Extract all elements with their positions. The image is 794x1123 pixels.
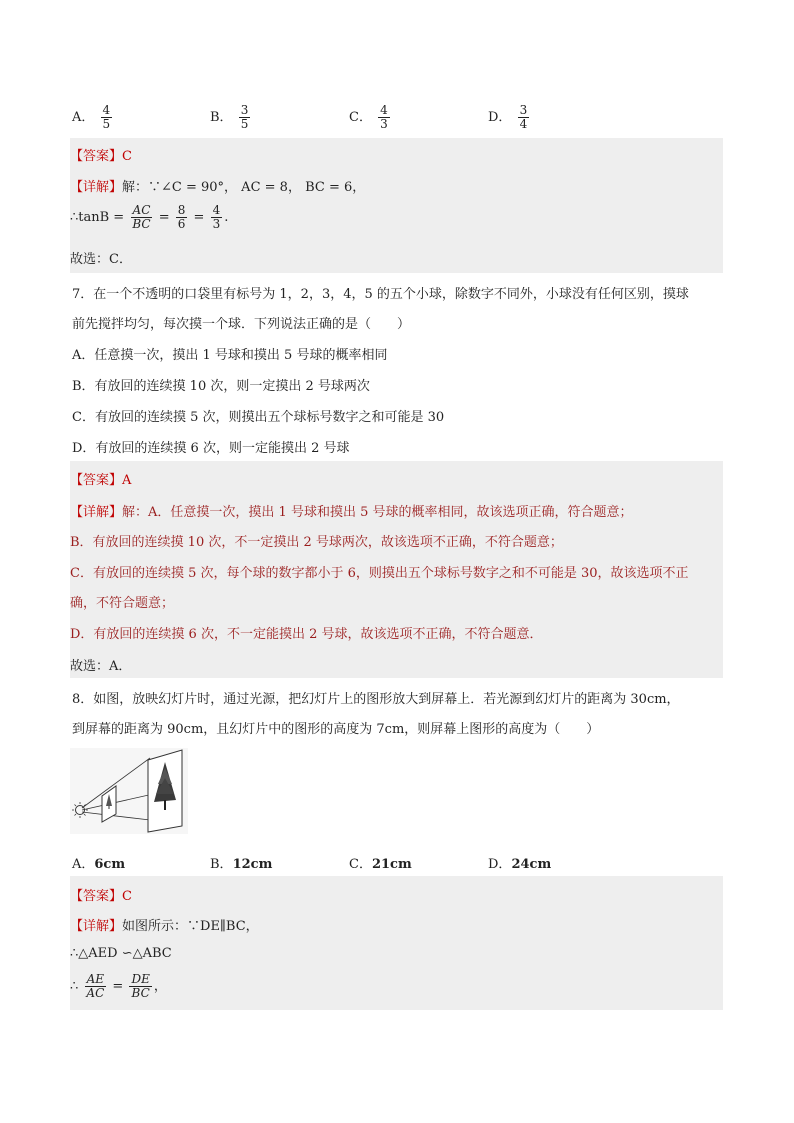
q8-stem-line1: 8．如图，放映幻灯片时，通过光源，把幻灯片上的图形放大到屏幕上．若光源到幻灯片的距离为 30cm， bbox=[72, 692, 680, 707]
q7-detail-line3: C．有放回的连续摸 5 次，每个球的数字都小于 6，则摸出五个球标号数字之和不可能是 30，故该选项不正 bbox=[70, 566, 689, 581]
q6-option-b[interactable]: B． $\frac{3}{5}$ bbox=[210, 103, 249, 131]
q7-detail-line4: 确，不符合题意； bbox=[70, 596, 175, 611]
q7-option-b[interactable]: B．有放回的连续摸 10 次，则一定摸出 2 号球两次 bbox=[72, 379, 370, 394]
q7-option-c[interactable]: C．有放回的连续摸 5 次，则摸出五个球标号数字之和可能是 30 bbox=[72, 410, 445, 425]
q8-stem-line2: 到屏幕的距离为 90cm，且幻灯片中的图形的高度为 7cm，则屏幕上图形的高度为（ ） bbox=[72, 722, 600, 737]
fraction: $\frac{DE}{BC}$ bbox=[131, 972, 150, 1000]
fraction: $\frac{4}{3}$ bbox=[380, 103, 388, 131]
q6-conclusion: 故选：C． bbox=[70, 252, 132, 267]
q7-option-a[interactable]: A．任意摸一次，摸出 1 号球和摸出 5 号球的概率相同 bbox=[72, 348, 388, 363]
q6-detail-line1: 【详解】解：∵∠C = 90°， AC = 8， BC = 6， bbox=[70, 180, 366, 195]
q7-conclusion: 故选：A． bbox=[70, 659, 132, 674]
q7-stem-line1: 7．在一个不透明的口袋里有标号为 1，2，3，4，5 的五个小球，除数字不同外，小球没有任何区别，摸球 bbox=[72, 287, 689, 302]
fraction: $\frac{AC}{BC}$ bbox=[132, 203, 151, 231]
q8-option-c[interactable]: C．21cm bbox=[349, 857, 412, 872]
q8-detail-line2: ∴△AED ∽△ABC bbox=[70, 946, 172, 961]
fraction: $\frac{AE}{AC}$ bbox=[86, 972, 105, 1000]
q8-detail-line1: 【详解】如图所示：∵DE∥BC， bbox=[70, 919, 259, 934]
q7-stem-line2: 前先搅拌均匀，每次摸一个球．下列说法正确的是（ ） bbox=[72, 317, 411, 332]
q7-answer-line: 【答案】A bbox=[70, 473, 132, 488]
fraction: $\frac{4}{3}$ bbox=[212, 203, 221, 231]
q8-option-b[interactable]: B．12cm bbox=[210, 857, 273, 872]
q8-answer-box bbox=[70, 876, 723, 1010]
q8-answer-line: 【答案】C bbox=[70, 889, 132, 904]
q7-option-d[interactable]: D．有放回的连续摸 6 次，则一定能摸出 2 号球 bbox=[72, 441, 350, 456]
q7-detail-line5: D．有放回的连续摸 6 次，不一定能摸出 2 号球，故该选项不正确，不符合题意． bbox=[70, 627, 543, 642]
fraction: $\frac{3}{4}$ bbox=[519, 103, 528, 131]
fraction: $\frac{8}{6}$ bbox=[177, 203, 186, 231]
q8-option-d[interactable]: D．24cm bbox=[488, 857, 552, 872]
q7-detail-line1: 【详解】解：A．任意摸一次，摸出 1 号球和摸出 5 号球的概率相同，故该选项正确，符合题意； bbox=[70, 505, 633, 520]
q6-option-c[interactable]: C． $\frac{4}{3}$ bbox=[349, 103, 388, 131]
fraction: $\frac{4}{5}$ bbox=[102, 103, 111, 131]
q6-answer-box bbox=[70, 138, 723, 273]
q6-option-a[interactable]: A． $\frac{4}{5}$ bbox=[72, 103, 111, 131]
q8-option-a[interactable]: A．6cm bbox=[72, 857, 126, 872]
q6-answer-line: 【答案】C bbox=[70, 149, 132, 164]
q7-answer-box bbox=[70, 461, 723, 678]
q6-option-d[interactable]: D． $\frac{3}{4}$ bbox=[488, 103, 528, 131]
q8-detail-line3: ∴ $\frac{AE}{AC}$ = $\frac{DE}{BC}$ ， bbox=[70, 972, 167, 1000]
fraction: $\frac{3}{5}$ bbox=[240, 103, 249, 131]
q6-detail-line2: ∴tanB = $\frac{AC}{BC}$ = $\frac{8}{6}$ = $\frac{4}{3}$ . bbox=[70, 203, 229, 231]
q7-detail-line2: B．有放回的连续摸 10 次，不一定摸出 2 号球两次，故该选项不正确，不符合题意； bbox=[70, 535, 563, 550]
projector-diagram bbox=[70, 748, 188, 834]
